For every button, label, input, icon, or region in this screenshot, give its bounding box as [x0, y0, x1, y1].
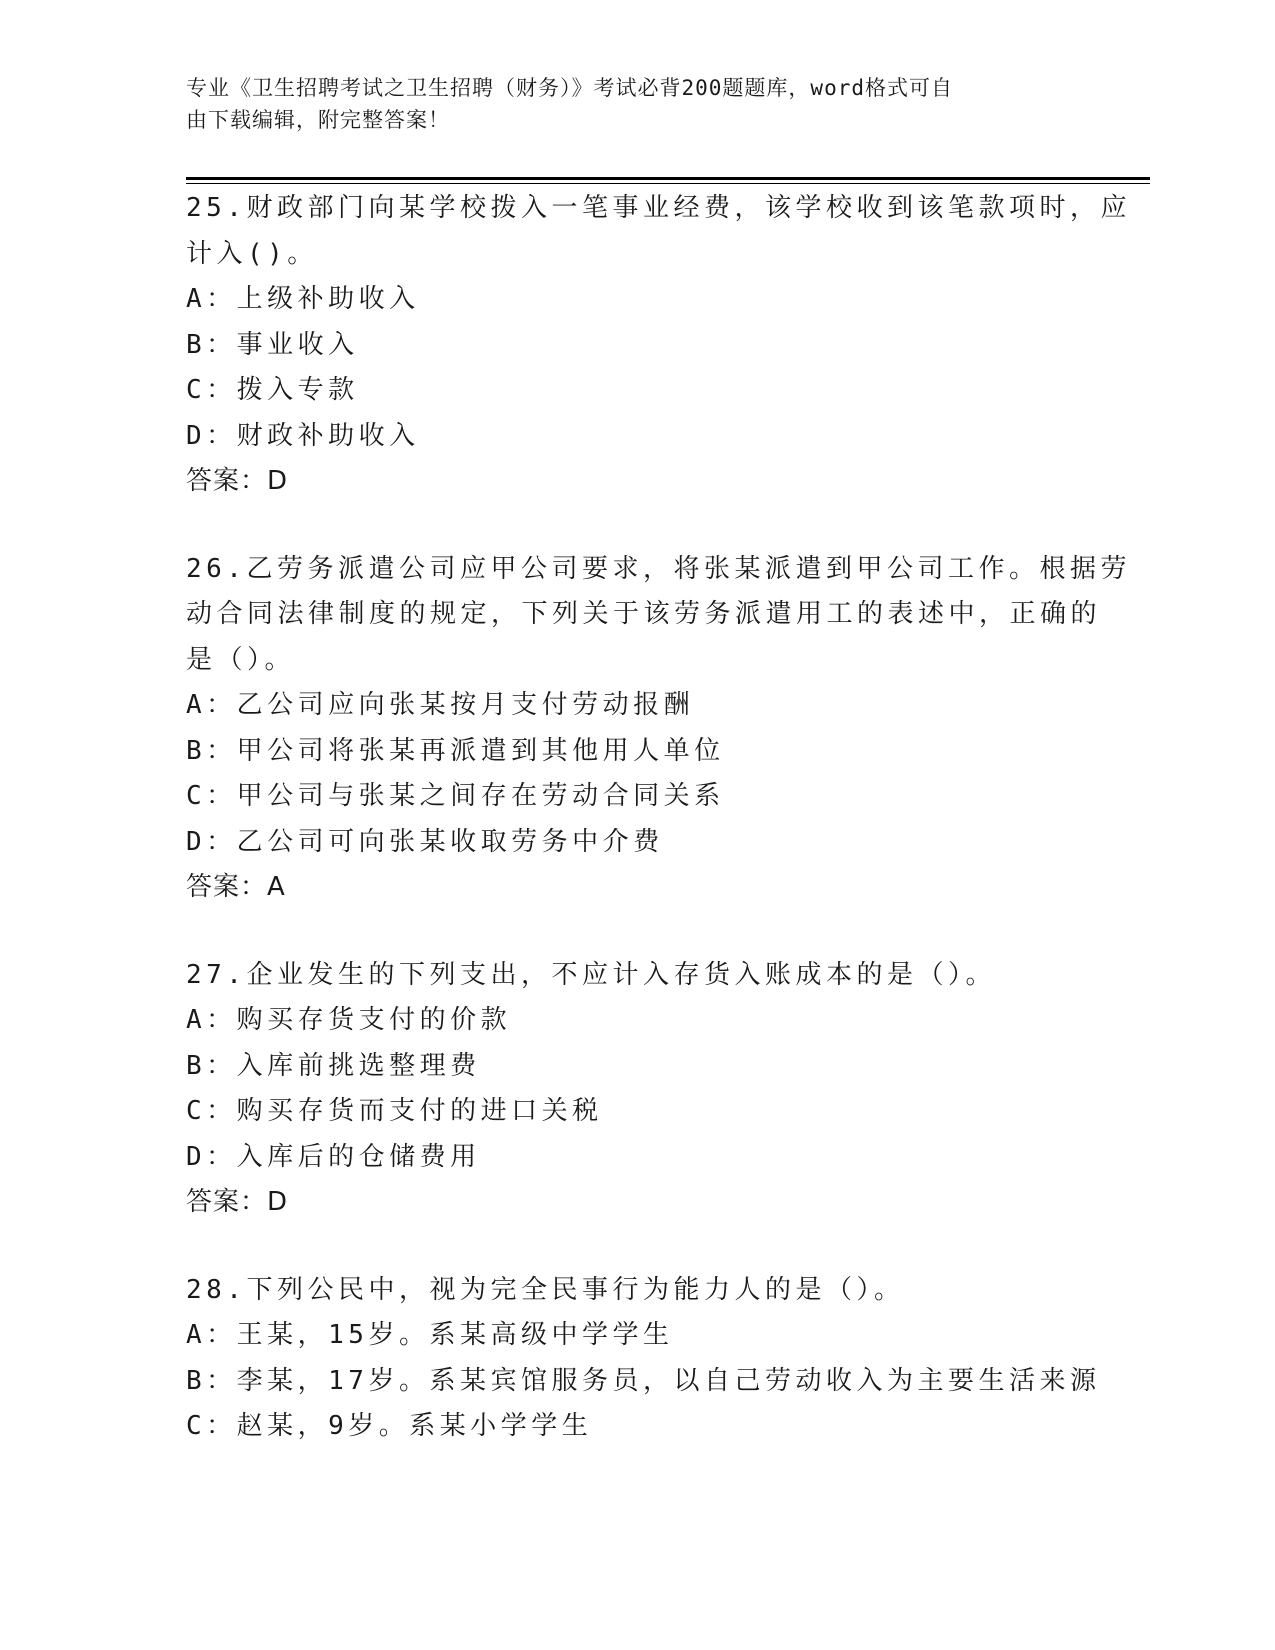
question-stem: 28.下列公民中，视为完全民事行为能力人的是（）。: [186, 1274, 905, 1305]
question-stem: 27.企业发生的下列支出，不应计入存货入账成本的是（）。: [186, 959, 996, 990]
option-b: B：入库前挑选整理费: [186, 1050, 481, 1081]
question-stem: 26.乙劳务派遣公司应甲公司要求，将张某派遣到甲公司工作。根据劳: [186, 553, 1131, 584]
option-d: D：乙公司可向张某收取劳务中介费: [186, 826, 664, 857]
question-25: [186, 186, 1131, 505]
header-divider-thin: [186, 183, 1150, 184]
question-26: [186, 547, 1131, 911]
option-c: C：甲公司与张某之间存在劳动合同关系: [186, 781, 725, 811]
document-header: [186, 72, 1066, 136]
option-a: A：王某，15岁。系某高级中学学生: [186, 1320, 674, 1350]
option-a: A：乙公司应向张某按月支付劳动报酬: [186, 690, 695, 720]
option-b: B：事业收入: [186, 329, 359, 360]
question-stem: 计入()。: [186, 238, 318, 269]
answer-line: 答案：D: [186, 466, 289, 496]
option-b: B：甲公司将张某再派遣到其他用人单位: [186, 735, 725, 766]
option-a: A：购买存货支付的价款: [186, 1005, 512, 1035]
option-d: D：入库后的仓储费用: [186, 1141, 481, 1172]
header-line-2: 由下载编辑，附完整答案！: [186, 108, 450, 132]
question-list: [186, 186, 1131, 1492]
question-28: [186, 1268, 1101, 1450]
option-a: A：上级补助收入: [186, 284, 420, 314]
header-divider-thick: [186, 177, 1150, 180]
question-stem: 动合同法律制度的规定，下列关于该劳务派遣用工的表述中，正确的: [186, 599, 1102, 629]
option-c: C：购买存货而支付的进口关税: [186, 1096, 603, 1126]
answer-line: 答案：A: [186, 872, 286, 902]
question-stem: 是（）。: [186, 644, 296, 675]
option-c: C：拨入专款: [186, 375, 359, 405]
header-line-1: 专业《卫生招聘考试之卫生招聘（财务）》考试必背200题题库，word格式可自: [186, 76, 953, 100]
answer-line: 答案：D: [186, 1187, 289, 1217]
option-b: B：李某，17岁。系某宾馆服务员，以自己劳动收入为主要生活来源: [186, 1365, 1101, 1396]
question-27: [186, 953, 1086, 1226]
question-stem: 25.财政部门向某学校拨入一笔事业经费，该学校收到该笔款项时，应: [186, 193, 1131, 223]
option-c: C：赵某，9岁。系某小学学生: [186, 1411, 593, 1441]
option-d: D：财政补助收入: [186, 420, 420, 451]
